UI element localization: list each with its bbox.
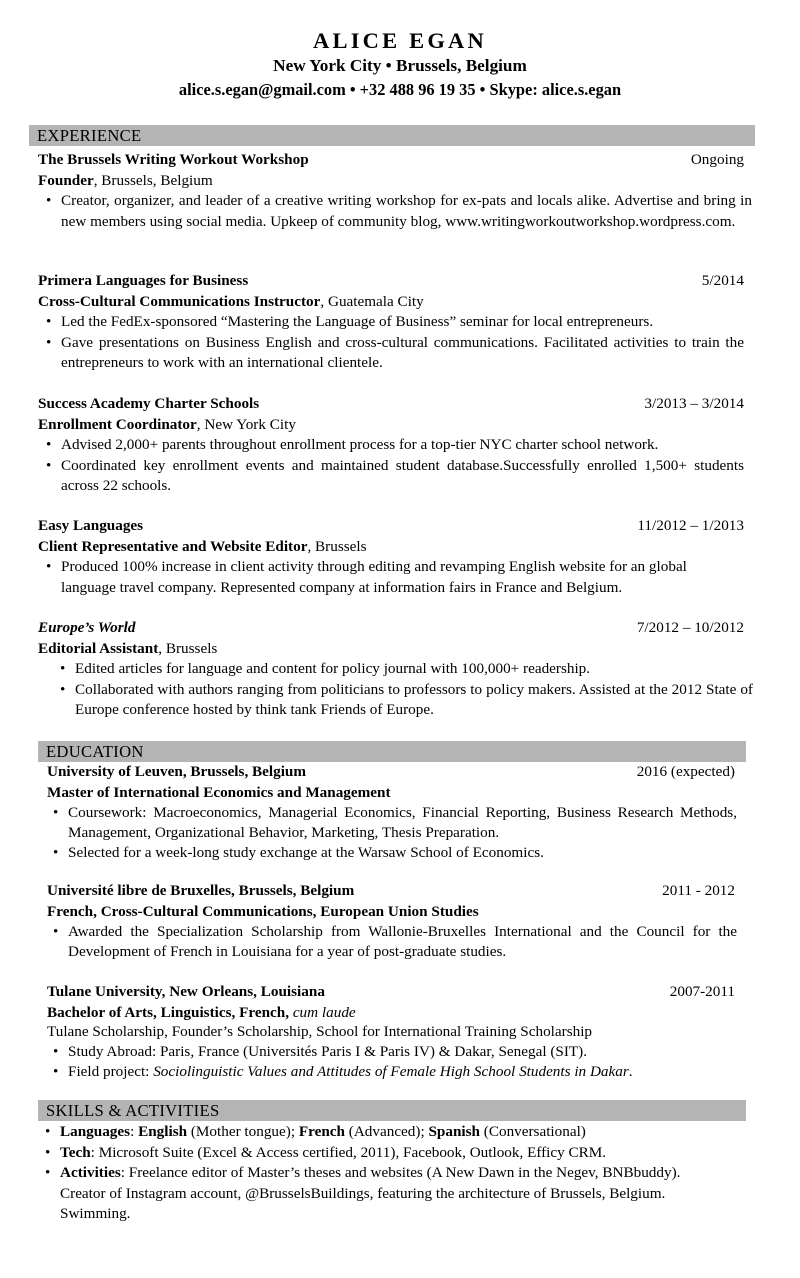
lang-english: English: [138, 1123, 188, 1140]
education-heading: EDUCATION: [46, 742, 144, 761]
skills-heading: SKILLS & ACTIVITIES: [46, 1101, 220, 1120]
lang-english-level: (Mother tongue);: [187, 1123, 299, 1140]
languages-label: Languages: [60, 1123, 131, 1140]
job-place: , Guatemala City: [320, 292, 424, 310]
education-entry: [47, 762, 735, 863]
job-bullet-text: Coordinated key enrollment events and maintained student database.Successfully enrolled 1,500+ students across 22 schools.: [61, 456, 744, 495]
activities-label: Activities: [60, 1164, 121, 1182]
degree: Master of International Economics and Management: [47, 783, 391, 801]
job-date: 7/2012 – 10/2012: [636, 619, 744, 636]
field-project-label: Field project:: [68, 1063, 154, 1081]
field-project-title: Sociolinguistic Values and Attitudes of Female High School Students in Dakar: [153, 1063, 629, 1081]
job-org: The Brussels Writing Workout Workshop: [38, 151, 309, 168]
languages-sep: :: [130, 1123, 139, 1140]
job-bullet: • Creator, organizer, and leader of a creative writing workshop for ex-pats and locals alike. Advertise and bring in new members using social media. Upkeep of community blog, www.writingworkoutworkshop.wordpress.com.: [61, 191, 752, 232]
job-org: Easy Languages: [38, 517, 144, 534]
education-entry: [47, 881, 735, 962]
education-bullet: • Coursework: Macroeconomics, Managerial Economics, Financial Reporting, Business Research Methods, Management, Organizational Behavior, Marketing, Thesis Preparation.: [68, 803, 737, 843]
job-bullet: • Collaborated with authors ranging from politicians to professors to policy makers. Assisted at the 2012 State of Europe conference hosted by think tank Friends of Europe.: [75, 680, 753, 721]
job-bullet: • Led the FedEx-sponsored “Mastering the Language of Business” seminar for local entrepreneurs.: [61, 312, 744, 333]
degree: French, Cross-Cultural Communications, European Union Studies: [47, 902, 479, 920]
activities-text: : Freelance editor of Master’s theses and websites (A New Dawn in the Negev, BNBbuddy). Creator of Instagram account, @BrusselsBuildings, featuring the architecture of Brussels, Belgium. Swimming.: [60, 1164, 681, 1223]
job-entry: [38, 394, 744, 497]
skills-tech: [60, 1143, 706, 1164]
scholarships: Tulane Scholarship, Founder’s Scholarship, School for International Training Scholarship: [47, 1022, 593, 1040]
job-place: , Brussels: [158, 639, 218, 657]
job-date: Ongoing: [690, 151, 744, 168]
job-date: 3/2013 – 3/2014: [644, 395, 744, 412]
job-date: 11/2012 – 1/2013: [637, 517, 744, 534]
resume-contact: alice.s.egan@gmail.com • +32 488 96 19 35 • Skype: alice.s.egan: [178, 80, 622, 99]
field-project-bullet: [68, 1062, 735, 1083]
job-place: , Brussels: [307, 537, 367, 555]
job-bullet: [61, 456, 744, 497]
school-name: Université libre de Bruxelles, Brussels, Belgium: [47, 882, 355, 899]
job-org: Primera Languages for Business: [38, 272, 249, 289]
job-bullet: • Advised 2,000+ parents throughout enrollment process for a top-tier NYC charter school network.: [61, 435, 744, 456]
lang-french-level: (Advanced);: [344, 1123, 429, 1140]
job-entry: [38, 271, 744, 374]
job-org: Europe’s World: [38, 619, 136, 636]
skills-entry: [38, 1122, 706, 1225]
education-bullet: • Selected for a week-long study exchange at the Warsaw School of Economics.: [68, 843, 737, 864]
degree-honor: cum laude: [292, 1003, 356, 1021]
school-name: Tulane University, New Orleans, Louisiana: [47, 983, 325, 1000]
job-bullet: • Edited articles for language and content for policy journal with 100,000+ readership.: [75, 659, 753, 680]
job-entry: [38, 516, 744, 598]
skills-heading-bar: [38, 1100, 746, 1121]
school-date: 2016 (expected): [636, 763, 735, 780]
lang-spanish-level: (Conversational): [479, 1123, 586, 1140]
job-title: Editorial Assistant: [38, 639, 159, 657]
tech-label: Tech: [60, 1143, 91, 1161]
lang-spanish: Spanish: [428, 1123, 480, 1140]
resume-name: ALICE EGAN: [313, 28, 487, 53]
job-place: , Brussels, Belgium: [93, 171, 213, 189]
education-bullet: • Study Abroad: Paris, France (Universités Paris I & Paris IV) & Dakar, Senegal (SIT).: [68, 1042, 735, 1063]
job-bullet: • Gave presentations on Business English and cross-cultural communications. Facilitated activities to train the entrepreneurs to work with an international clientele.: [61, 333, 744, 374]
job-org: Success Academy Charter Schools: [38, 395, 260, 412]
job-place: , New York City: [196, 415, 296, 433]
education-heading-bar: [38, 741, 746, 762]
job-date: 5/2014: [701, 272, 744, 289]
education-bullet: • Awarded the Specialization Scholarship from Wallonie-Bruxelles International and the Council for the Development of French in Louisiana for a year of post-graduate studies.: [68, 922, 737, 962]
school-name: University of Leuven, Brussels, Belgium: [47, 763, 307, 780]
school-date: 2011 - 2012: [662, 882, 735, 899]
job-entry: [38, 150, 752, 232]
job-title: Client Representative and Website Editor: [38, 537, 308, 555]
degree: Bachelor of Arts, Linguistics, French,: [47, 1003, 293, 1021]
education-entry: [47, 982, 735, 1083]
experience-heading: EXPERIENCE: [37, 126, 142, 145]
job-title: Cross-Cultural Communications Instructor: [38, 292, 321, 310]
skills-languages: [60, 1122, 706, 1143]
resume-location: New York City • Brussels, Belgium: [273, 56, 527, 75]
school-date: 2007-2011: [669, 983, 735, 1000]
lang-french: French: [298, 1123, 345, 1140]
job-bullet: • Produced 100% increase in client activity through editing and revamping English website for an global language travel company. Represented company at information fairs in France and Belgium.: [61, 557, 744, 598]
job-title: Enrollment Coordinator: [38, 415, 197, 433]
skills-activities: [60, 1163, 706, 1225]
tech-text: : Microsoft Suite (Excel & Access certified, 2011), Facebook, Outlook, Efficy CRM.: [90, 1143, 607, 1161]
job-entry: [38, 618, 753, 721]
field-project-end: .: [628, 1063, 633, 1081]
experience-heading-bar: [29, 125, 755, 146]
job-title: Founder: [38, 171, 94, 189]
